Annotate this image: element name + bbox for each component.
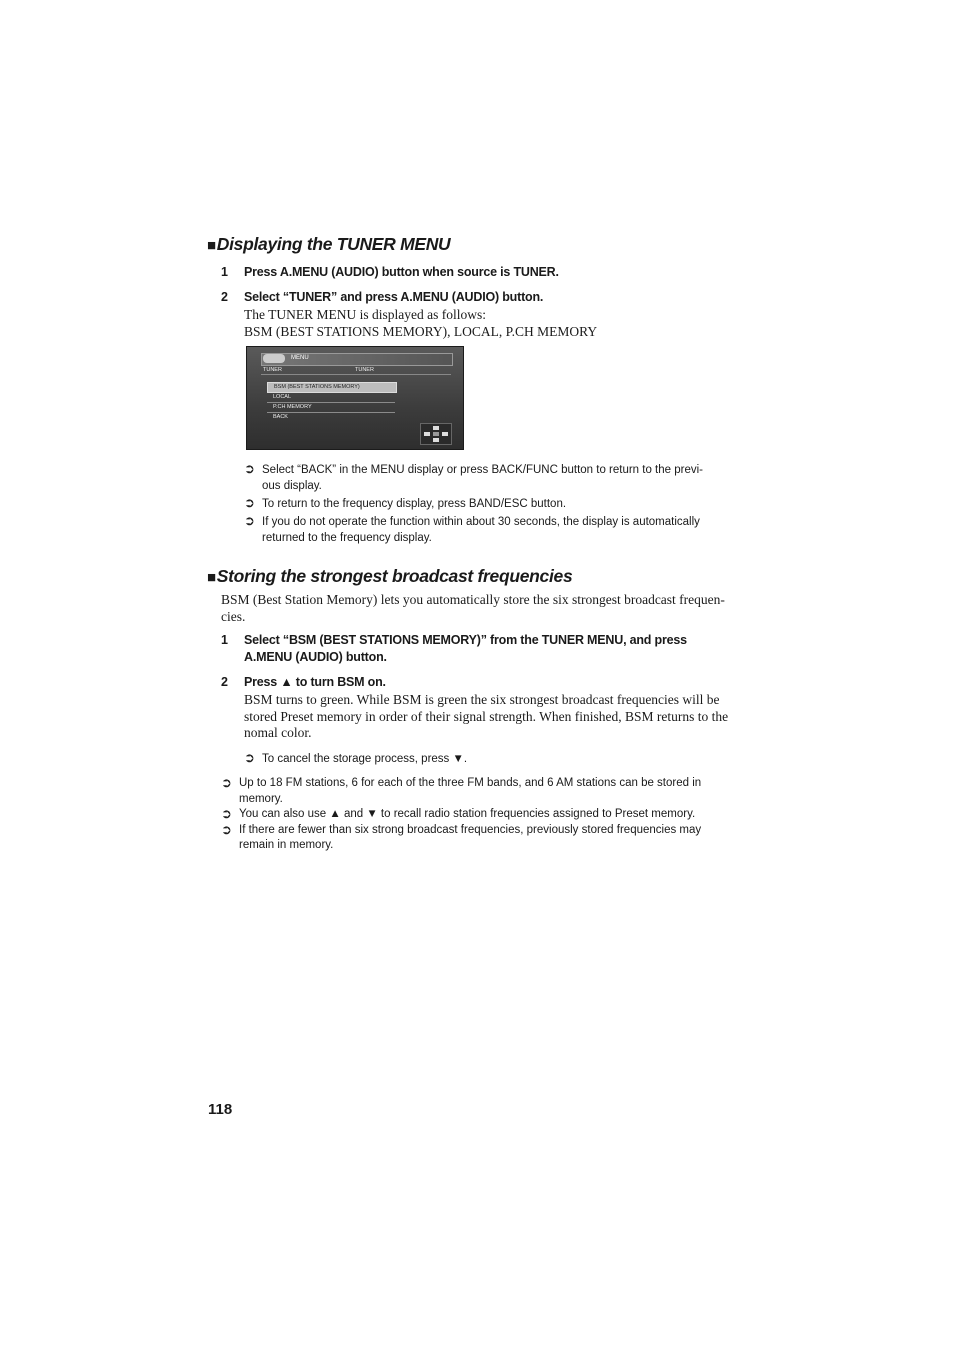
note-arrow-icon: ➲ [244, 750, 255, 765]
note-station-capacity: ➲ Up to 18 FM stations, 6 for each of the three FM bands, and 6 AM stations can be stored in memory. [221, 775, 702, 805]
screen-center-label: TUNER [355, 367, 374, 373]
note-frequency-display: ➲ To return to the frequency display, press BAND/ESC button. [244, 495, 567, 510]
screen-logo-icon [263, 354, 285, 363]
note-arrow-icon: ➲ [244, 513, 255, 528]
page-number: 118 [208, 1101, 233, 1118]
section-2-intro: BSM (Best Station Memory) lets you automatically store the six strongest broadcast frequen- cies. [221, 592, 725, 624]
step-number: 1 [221, 265, 228, 279]
heading-square-icon: ■ [207, 237, 216, 254]
section-heading-storing: ■Storing the strongest broadcast frequencies [207, 566, 573, 586]
screen-item-pch-memory: P.CH MEMORY [267, 403, 395, 413]
note-cancel-storage: ➲ To cancel the storage process, press ▼. [244, 750, 468, 765]
step-number: 2 [221, 675, 228, 689]
step-2-bsm-body: BSM turns to green. While BSM is green the six strongest broadcast frequencies will be stored Preset memory in order of their signal strength. When finished, BSM returns to the nomal color. [244, 692, 729, 740]
screen-left-label: TUNER [263, 367, 282, 373]
note-recall-preset: ➲ You can also use ▲ and ▼ to recall radio station frequencies assigned to Preset memory. [221, 806, 696, 821]
screen-title-bar [261, 353, 453, 366]
note-fewer-frequencies: ➲ If there are fewer than six strong broadcast frequencies, previously stored frequencies may remain in memory. [221, 822, 702, 851]
step-1 [221, 265, 761, 281]
screen-item-bsm: BSM (BEST STATIONS MEMORY) [267, 382, 397, 393]
tuner-menu-screenshot [246, 346, 464, 450]
note-arrow-icon: ➲ [244, 461, 255, 476]
step-number: 2 [221, 290, 228, 304]
note-arrow-icon: ➲ [221, 775, 232, 790]
section-heading-tuner-menu: ■Displaying the TUNER MENU [207, 234, 451, 254]
step-text: Select “TUNER” and press A.MENU (AUDIO) button. [244, 290, 544, 304]
step-2-body: The TUNER MENU is displayed as follows: BSM (BEST STATIONS MEMORY), LOCAL, P.CH MEMORY [244, 307, 598, 339]
step-number: 1 [221, 633, 228, 647]
screen-item-local: LOCAL [267, 393, 395, 403]
note-arrow-icon: ➲ [244, 495, 255, 510]
step-text: Press A.MENU (AUDIO) button when source is TUNER. [244, 265, 559, 279]
note-arrow-icon: ➲ [221, 822, 232, 837]
heading-square-icon: ■ [207, 569, 216, 586]
step-1-bsm: 1 Select “BSM (BEST STATIONS MEMORY)” from the TUNER MENU, and press A.MENU (AUDIO) button. [221, 633, 687, 664]
screen-direction-pad-icon [420, 423, 452, 445]
note-back: ➲ Select “BACK” in the MENU display or press BACK/FUNC button to return to the previ- ous display. [244, 461, 703, 492]
step-2-bsm-on: 2 Press ▲ to turn BSM on. [221, 675, 386, 689]
note-arrow-icon: ➲ [221, 806, 232, 821]
step-2 [221, 290, 761, 306]
screen-menu-label: MENU [291, 355, 309, 361]
note-timeout: ➲ If you do not operate the function within about 30 seconds, the display is automatically returned to the frequency display. [244, 513, 700, 544]
screen-item-back: BACK [273, 414, 288, 420]
